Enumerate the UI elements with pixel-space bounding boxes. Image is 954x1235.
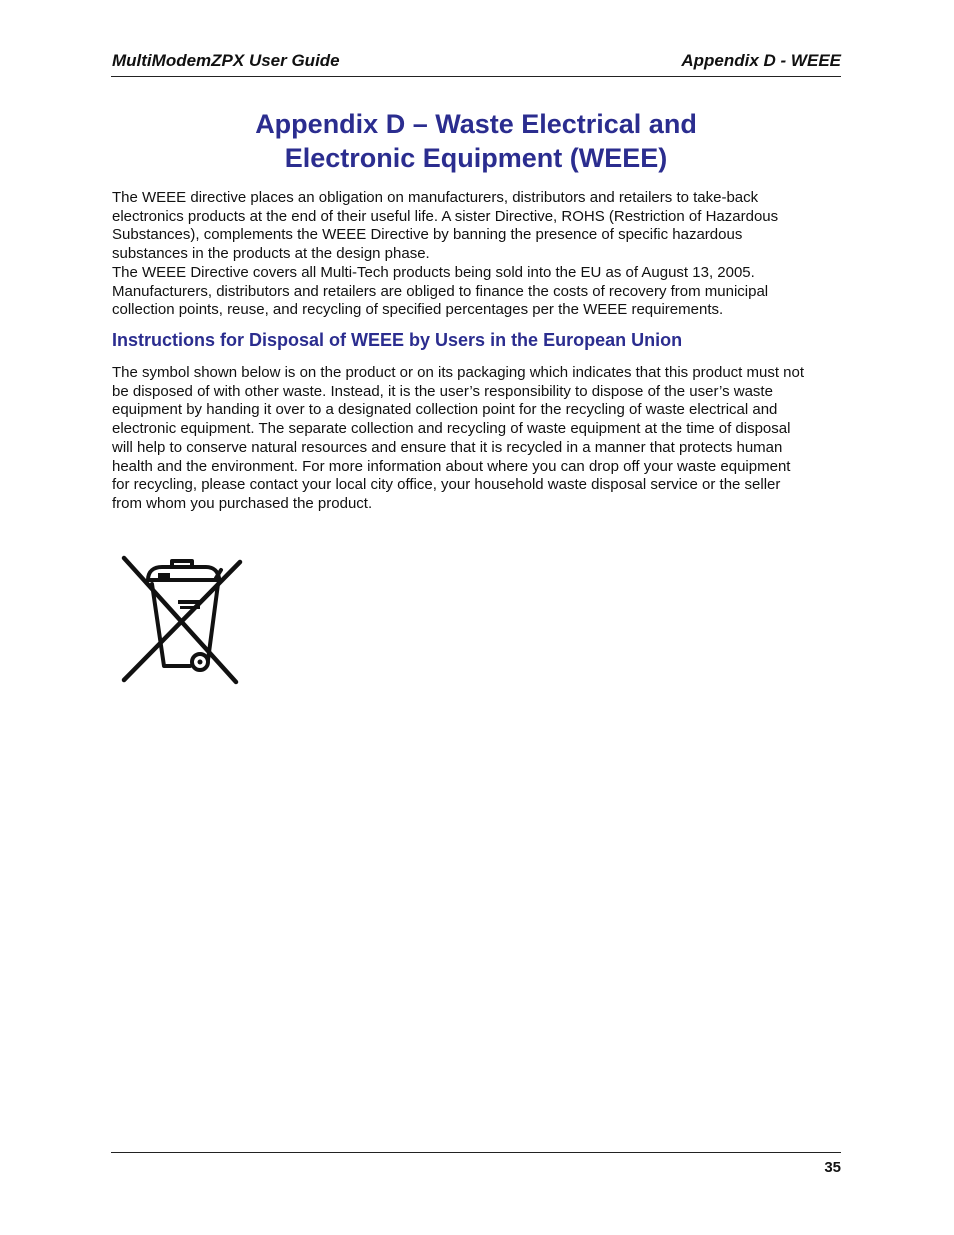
intro-line: substances in the products at the design phase.	[112, 245, 430, 263]
disposal-line: be disposed of with other waste. Instead, it is the user’s responsibility to dispose of the user’s waste	[112, 382, 773, 400]
intro-line: Manufacturers, distributors and retailers are obliged to finance the costs of recovery from municipal	[112, 282, 769, 300]
disposal-line: electronic equipment. The separate collection and recycling of waste equipment at the time of disposal	[112, 420, 791, 438]
page-number: 35	[824, 1159, 841, 1176]
page-title-line-2: Electronic Equipment (WEEE)	[284, 143, 668, 173]
crossed-out-wheelie-bin-icon	[118, 554, 246, 686]
disposal-line: for recycling, please contact your local city office, your household waste disposal service or the seller	[112, 476, 781, 494]
page-header	[111, 50, 841, 77]
intro-paragraph	[112, 189, 842, 320]
header-document-title: MultiModemZPX User Guide	[112, 51, 340, 70]
disposal-line: health and the environment. For more information about where you can drop off your waste equipment	[112, 457, 791, 475]
intro-line: The WEEE Directive covers all Multi-Tech products being sold into the EU as of August 13, 2005.	[112, 263, 755, 281]
page-title-line-1: Appendix D – Waste Electrical and	[255, 109, 697, 139]
disposal-line: The symbol shown below is on the product or on its packaging which indicates that this product must not	[112, 364, 805, 381]
intro-line: Substances), complements the WEEE Directive by banning the presence of specific hazardous	[112, 226, 743, 244]
disposal-paragraph	[112, 364, 842, 514]
page-title	[111, 107, 841, 175]
page-footer	[111, 1152, 841, 1176]
section-heading: Instructions for Disposal of WEEE by Users in the European Union	[112, 330, 683, 350]
disposal-line: equipment by handing it over to a designated collection point for the recycling of waste electrical and	[112, 401, 778, 419]
header-section-title: Appendix D - WEEE	[681, 51, 841, 70]
disposal-line: will help to conserve natural resources and ensure that it is recycled in a manner that protects human	[112, 438, 783, 456]
intro-line: collection points, reuse, and recycling of specified percentages per the WEEE requirements.	[112, 301, 724, 319]
intro-line: electronics products at the end of their useful life. A sister Directive, ROHS (Restriction of Hazardous	[112, 207, 779, 225]
disposal-line: from whom you purchased the product.	[112, 494, 373, 512]
intro-line: The WEEE directive places an obligation on manufacturers, distributors and retailers to take-back	[112, 189, 759, 206]
